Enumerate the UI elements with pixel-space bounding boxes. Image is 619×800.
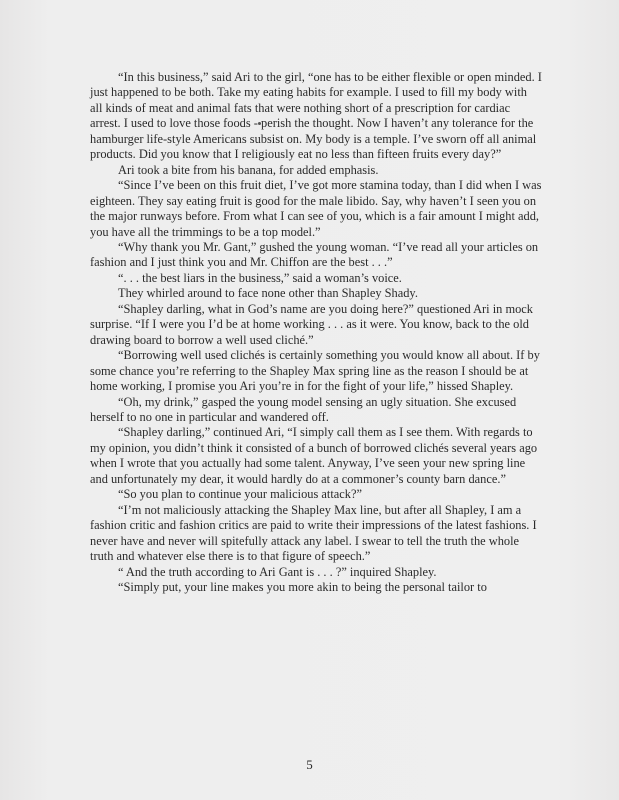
paragraph: They whirled around to face none other than Shapley Shady. bbox=[118, 286, 418, 301]
paragraph: “Simply put, your line makes you more akin to being the personal tailor to bbox=[118, 579, 487, 594]
paragraph: “In this business,” said Ari to the girl, “one has to be either flexible or open minded. I just happened to be both. Take my eating habits for example. I used to fill my body with all kinds of meat and animal fats that were nothing short of a prescription for cardiac arrest. I used to love those foods - perish the thought. Now I haven’t any tolerance for the hamburger life-style Americans subsist on. My body is a temple. I’ve sworn off all animal products. Did you know that I religiously eat no less than fifteen fruits every day?” bbox=[90, 70, 542, 162]
paragraph: “. . . the best liars in the business,” said a woman’s voice. bbox=[118, 270, 402, 285]
paragraph: “I’m not maliciously attacking the Shapley Max line, but after all Shapley, I am a fashion critic and fashion critics are paid to write their impressions of the latest fashions. I never have and never will spitefully attack any label. I swear to tell the truth the whole truth and whatever else there is to that figure of speech.” bbox=[90, 502, 537, 564]
paragraph: “Oh, my drink,” gasped the young model sensing an ugly situation. She excused herself to no one in particular and wandered off. bbox=[90, 394, 517, 424]
body-text bbox=[90, 70, 542, 595]
paragraph: “Borrowing well used clichés is certainly something you would know all about. If by some chance you’re referring to the Shapley Max spring line as the reason I should be at home working, I promise you Ari you’re in for the fight of your life,” hissed Shapley. bbox=[90, 348, 540, 394]
paragraph: Ari took a bite from his banana, for added emphasis. bbox=[118, 162, 379, 177]
paragraph: “Why thank you Mr. Gant,” gushed the young woman. “I’ve read all your articles on fashion and I just think you and Mr. Chiffon are the best . . .” bbox=[90, 239, 539, 270]
paragraph: “Since I’ve been on this fruit diet, I’ve got more stamina today, than I did when I was eighteen. They say eating fruit is good for the male libido. Say, why haven’t I seen you on the major runways before. From what I can see of you, which is a fair amount I might add, you have all the trimmings to be a top model.” bbox=[90, 178, 542, 239]
page-number: 5 bbox=[306, 757, 313, 772]
paragraph: “Shapley darling,” continued Ari, “I simply call them as I see them. With regards to my opinion, you didn’t think it consisted of a bunch of borrowed clichés several years ago when I wrote that you actually had some talent. Anyway, I’ve seen your new spring line and unfortunately my dear, it would hardly do at a commoner’s county barn dance.” bbox=[90, 425, 538, 486]
paragraph: “Shapley darling, what in God’s name are you doing here?” questioned Ari in mock surprise. “If I were you I’d be at home working . . . as it were. You know, back to the old drawing board to borrow a well used cliché.” bbox=[90, 301, 533, 347]
paragraph: “ And the truth according to Ari Gant is . . . ?” inquired Shapley. bbox=[118, 564, 437, 579]
paragraph: “So you plan to continue your malicious attack?” bbox=[118, 487, 362, 502]
